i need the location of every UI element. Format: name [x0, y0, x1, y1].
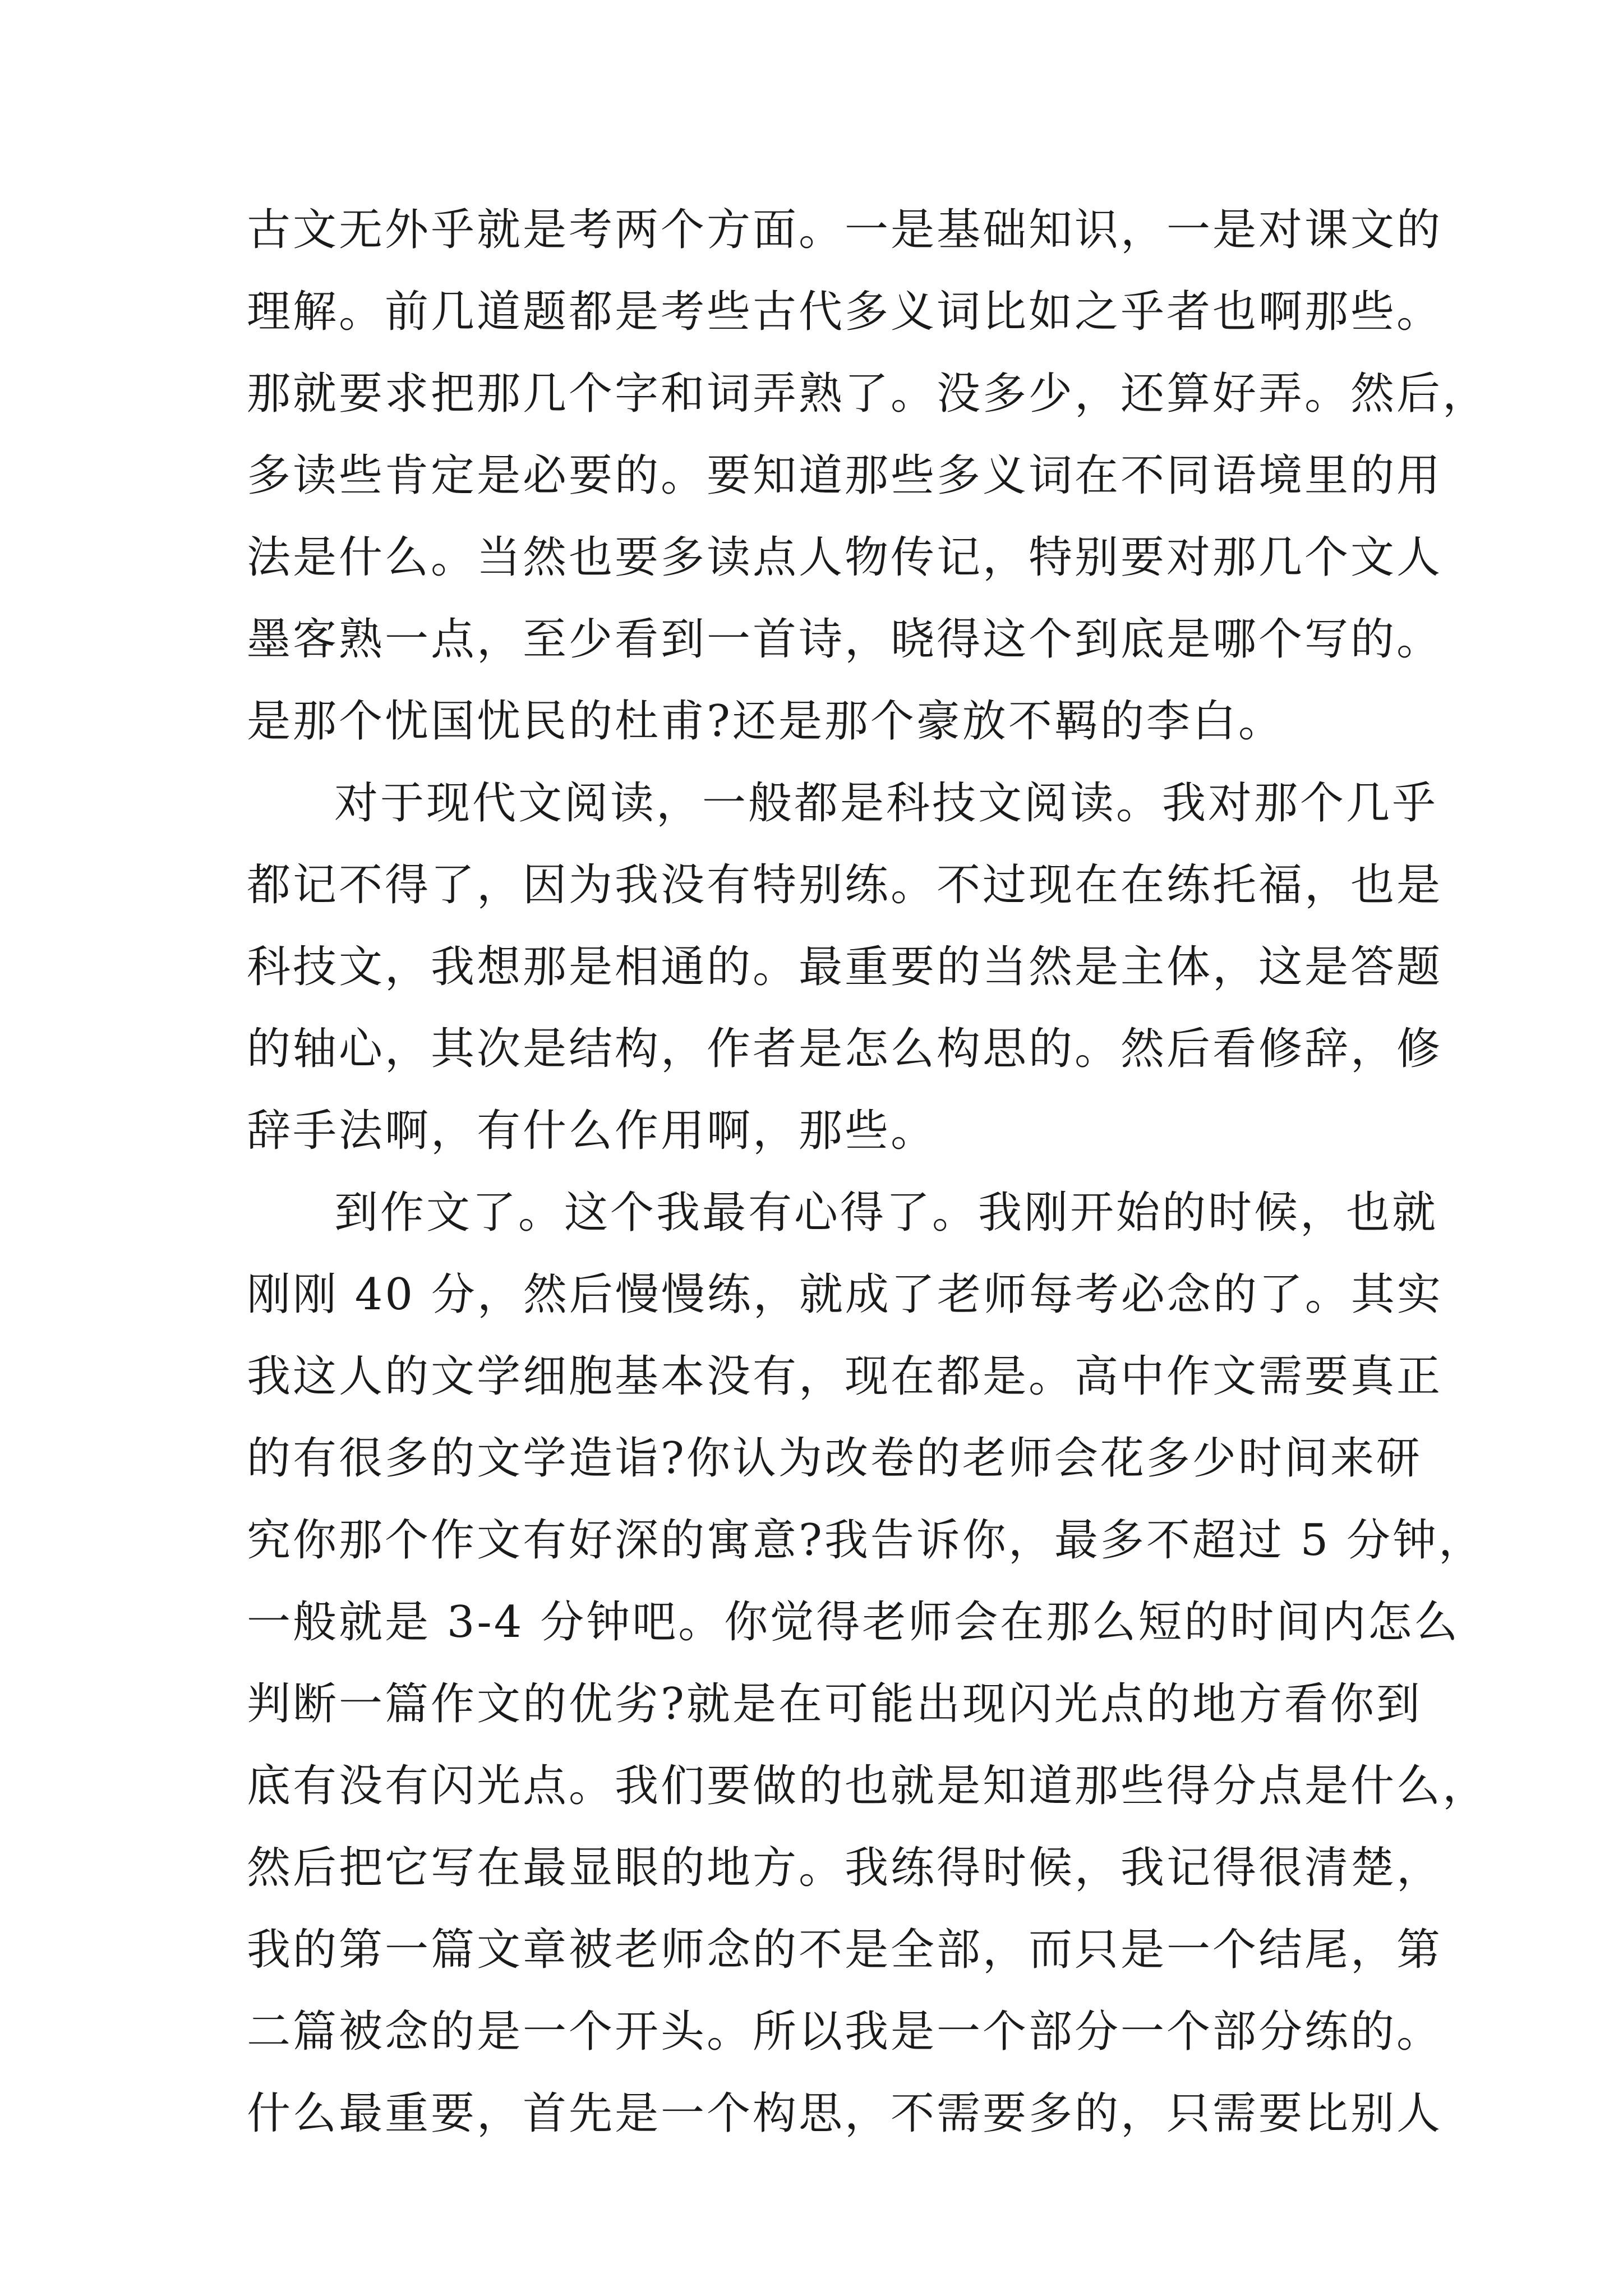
text-line: 墨客熟一点，至少看到一首诗，晓得这个到底是哪个写的。	[247, 614, 1443, 665]
paragraph-first-line: 对于现代文阅读，一般都是科技文阅读。我对那个几乎	[334, 778, 1438, 829]
text-line: 辞手法啊，有什么作用啊，那些。	[247, 1106, 937, 1156]
text-line: 古文无外乎就是考两个方面。一是基础知识，一是对课文的	[247, 205, 1443, 255]
text-line: 一般就是 3-4 分钟吧。你觉得老师会在那么短的时间内怎么	[247, 1597, 1460, 1648]
text-line: 判断一篇作文的优劣?就是在可能出现闪光点的地方看你到	[247, 1679, 1422, 1729]
text-line: 法是什么。当然也要多读点人物传记，特别要对那几个文人	[247, 532, 1443, 583]
text-line: 我的第一篇文章被老师念的不是全部，而只是一个结尾，第	[247, 1925, 1443, 1975]
paragraph-first-line: 到作文了。这个我最有心得了。我刚开始的时候，也就	[334, 1188, 1438, 1238]
text-line: 的有很多的文学造诣?你认为改卷的老师会花多少时间来研	[247, 1433, 1422, 1484]
text-line: 底有没有闪光点。我们要做的也就是知道那些得分点是什么，	[247, 1761, 1489, 1811]
text-line: 理解。前几道题都是考些古代多义词比如之乎者也啊那些。	[247, 287, 1443, 337]
text-line: 刚刚 40 分，然后慢慢练，就成了老师每考必念的了。其实	[247, 1269, 1443, 1320]
text-line: 那就要求把那几个字和词弄熟了。没多少，还算好弄。然后，	[247, 369, 1489, 419]
text-line: 究你那个作文有好深的寓意?我告诉你，最多不超过 5 分钟，	[247, 1515, 1485, 1566]
text-line: 二篇被念的是一个开头。所以我是一个部分一个部分练的。	[247, 2007, 1443, 2057]
text-line: 多读些肯定是必要的。要知道那些多义词在不同语境里的用	[247, 450, 1443, 501]
text-line: 是那个忧国忧民的杜甫?还是那个豪放不羁的李白。	[247, 696, 1284, 747]
text-line: 我这人的文学细胞基本没有，现在都是。高中作文需要真正	[247, 1351, 1443, 1402]
text-line: 的轴心，其次是结构，作者是怎么构思的。然后看修辞，修	[247, 1024, 1443, 1074]
text-line: 都记不得了，因为我没有特别练。不过现在在练托福，也是	[247, 860, 1443, 910]
text-line: 什么最重要，首先是一个构思，不需要多的，只需要比别人	[247, 2088, 1443, 2139]
text-line: 然后把它写在最显眼的地方。我练得时候，我记得很清楚，	[247, 1843, 1443, 1893]
text-line: 科技文，我想那是相通的。最重要的当然是主体，这是答题	[247, 942, 1443, 992]
